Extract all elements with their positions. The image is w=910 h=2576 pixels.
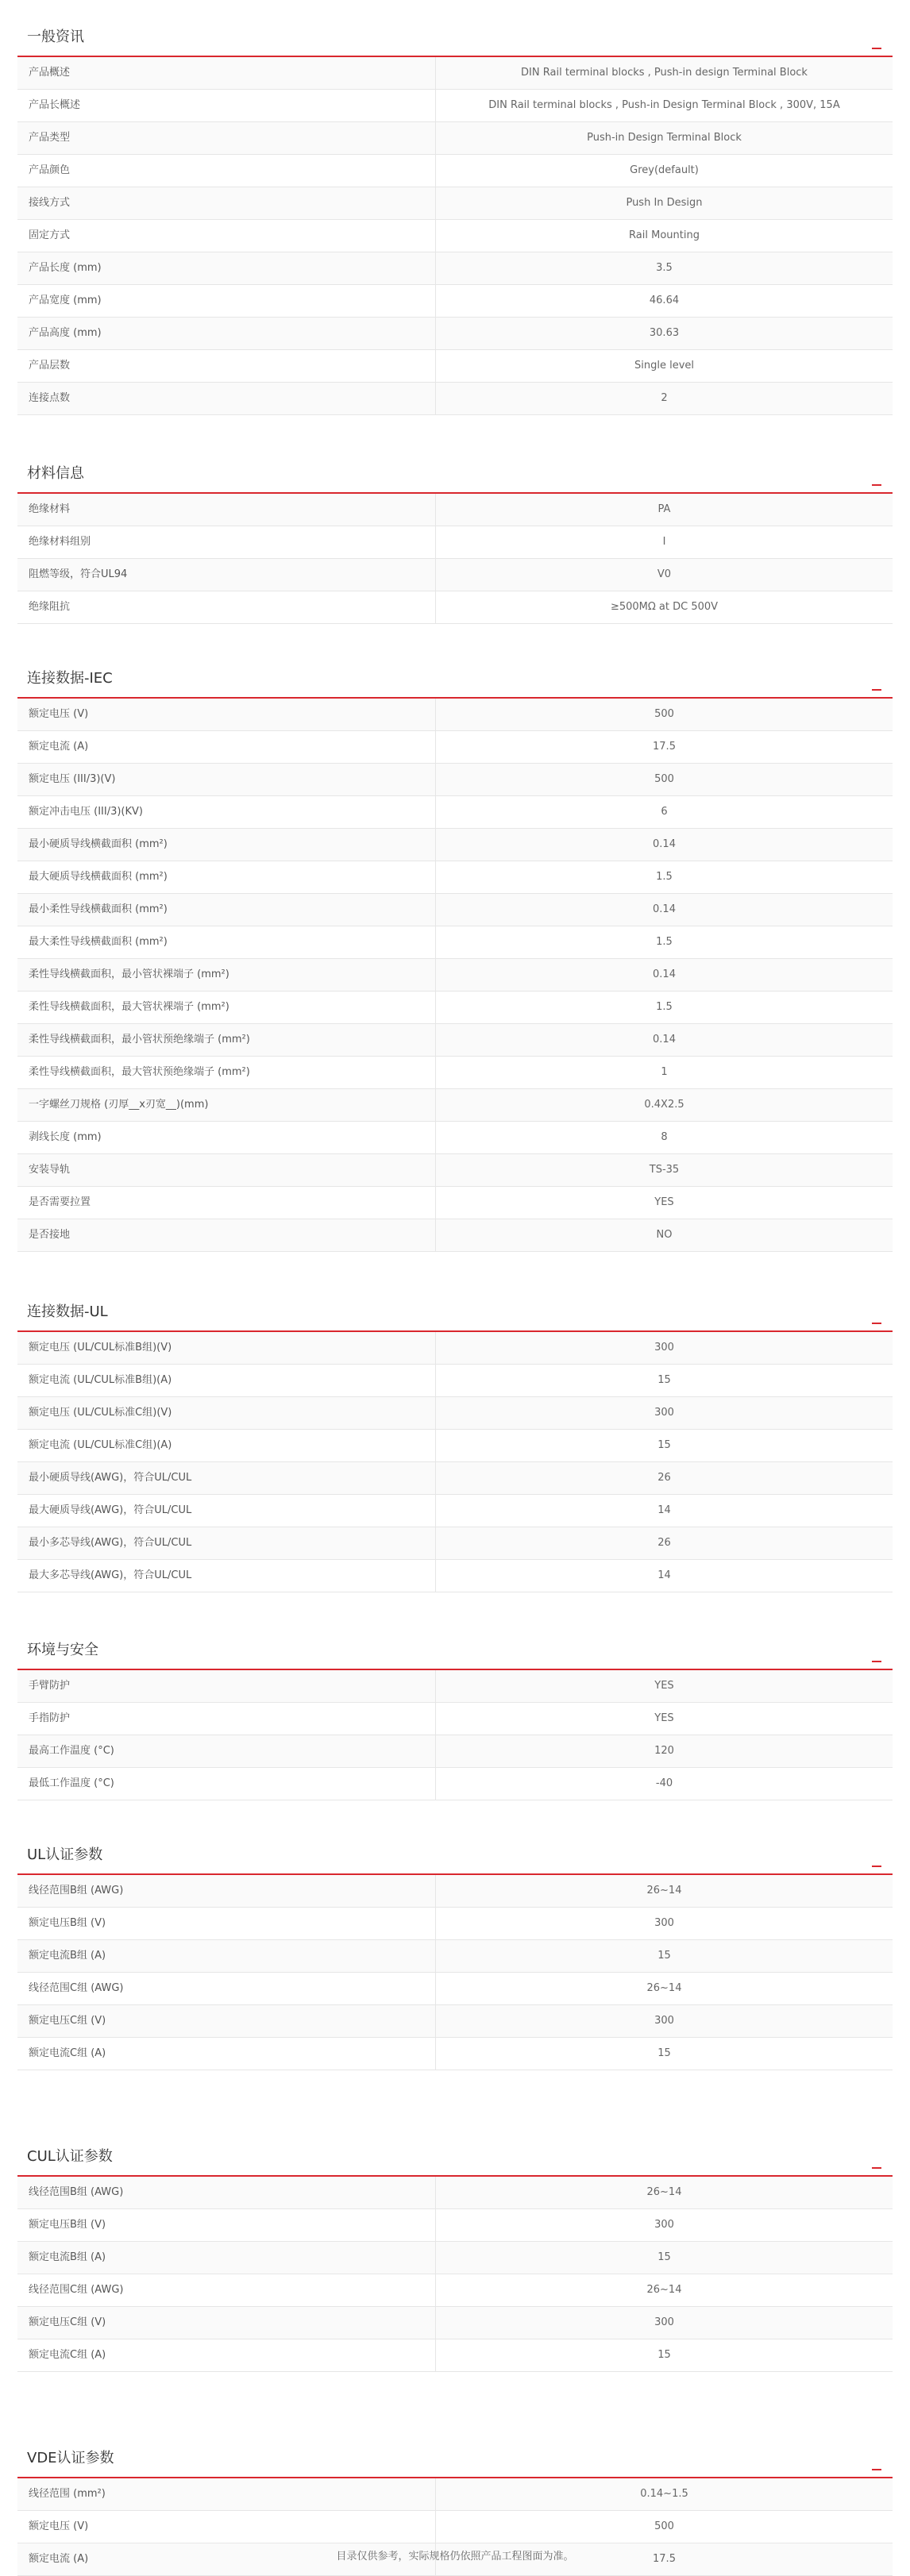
- minus-icon: [872, 689, 881, 691]
- spec-value: 14: [657, 1504, 671, 1516]
- spec-label: 柔性导线横截面积，最小管状预绝缘端子 (mm²): [17, 1024, 436, 1056]
- spec-value: Grey(default): [630, 164, 699, 176]
- spec-label: 最小柔性导线横截面积 (mm²): [17, 894, 436, 926]
- spec-value: 120: [654, 1745, 674, 1757]
- spec-value: DIN Rail terminal blocks , Push-in Design Terminal Block , 300V, 15A: [488, 99, 840, 111]
- collapse-section-button[interactable]: [872, 2459, 881, 2470]
- table-row: [17, 1495, 893, 1527]
- spec-label: 最大硬质导线(AWG)，符合UL/CUL: [17, 1495, 436, 1527]
- spec-value: ≥500MΩ at DC 500V: [610, 601, 719, 613]
- spec-value: 500: [654, 708, 674, 720]
- spec-label: 额定电压B组 (V): [17, 2209, 436, 2241]
- minus-icon: [872, 1323, 881, 1324]
- table-row: [17, 350, 893, 383]
- table-row: [17, 2478, 893, 2511]
- table-row: [17, 959, 893, 992]
- spec-label: 额定电流B组 (A): [17, 1940, 436, 1972]
- spec-value: V0: [657, 568, 672, 580]
- spec-value: 1.5: [656, 1001, 673, 1013]
- spec-value: 15: [657, 2251, 671, 2263]
- spec-table: [17, 1875, 893, 2070]
- spec-value: YES: [654, 1680, 674, 1692]
- table-row: [17, 1430, 893, 1462]
- spec-value: 300: [654, 2219, 674, 2231]
- spec-label: 最大柔性导线横截面积 (mm²): [17, 926, 436, 958]
- spec-label: 柔性导线横截面积，最大管状预绝缘端子 (mm²): [17, 1057, 436, 1088]
- spec-label: 额定电压 (V): [17, 2511, 436, 2543]
- minus-icon: [872, 484, 881, 486]
- spec-value: Rail Mounting: [629, 229, 700, 241]
- table-row: [17, 252, 893, 285]
- section-title: VDE认证参数: [27, 2450, 114, 2466]
- minus-icon: [872, 1866, 881, 1867]
- spec-value: 300: [654, 1342, 674, 1353]
- table-row: [17, 1332, 893, 1365]
- spec-label: 一字螺丝刀规格 (刃厚__x刃宽__)(mm): [17, 1089, 436, 1121]
- spec-label: 最高工作温度 (°C): [17, 1735, 436, 1767]
- spec-label: 额定电流C组 (A): [17, 2339, 436, 2371]
- spec-label: 额定电压B组 (V): [17, 1908, 436, 1939]
- spec-value: 46.64: [649, 295, 680, 306]
- minus-icon: [872, 2167, 881, 2169]
- spec-label: 绝缘材料: [17, 494, 436, 526]
- section-title: UL认证参数: [27, 1846, 103, 1863]
- table-row: [17, 122, 893, 155]
- spec-value: YES: [654, 1712, 674, 1724]
- spec-label: 额定冲击电压 (III/3)(KV): [17, 796, 436, 828]
- spec-value: 300: [654, 2316, 674, 2328]
- section-title: 连接数据-UL: [27, 1303, 108, 1320]
- table-row: [17, 1670, 893, 1703]
- spec-label: 连接点数: [17, 383, 436, 414]
- spec-label: 线径范围B组 (AWG): [17, 2177, 436, 2208]
- spec-label: 额定电流 (UL/CUL标准C组)(A): [17, 1430, 436, 1461]
- spec-value: 0.14: [653, 838, 676, 850]
- spec-label: 是否接地: [17, 1219, 436, 1251]
- spec-label: 最小硬质导线横截面积 (mm²): [17, 829, 436, 861]
- spec-value: 26~14: [646, 1982, 682, 1994]
- spec-value: Push In Design: [626, 197, 703, 209]
- table-row: [17, 2339, 893, 2372]
- spec-label: 额定电流C组 (A): [17, 2038, 436, 2070]
- spec-label: 额定电流 (A): [17, 731, 436, 763]
- spec-value: 15: [657, 2349, 671, 2361]
- spec-section: [17, 17, 893, 415]
- spec-label: 绝缘阻抗: [17, 591, 436, 623]
- spec-value: PA: [657, 503, 671, 515]
- spec-label: 产品层数: [17, 350, 436, 382]
- table-row: [17, 992, 893, 1024]
- table-row: [17, 926, 893, 959]
- table-row: [17, 1365, 893, 1397]
- table-row: [17, 187, 893, 220]
- table-row: [17, 2209, 893, 2242]
- spec-table: [17, 2177, 893, 2372]
- spec-label: 产品长度 (mm): [17, 252, 436, 284]
- spec-value: 26~14: [646, 1885, 682, 1896]
- table-row: [17, 861, 893, 894]
- minus-icon: [872, 2469, 881, 2470]
- collapse-section-button[interactable]: [872, 680, 881, 691]
- spec-label: 额定电流B组 (A): [17, 2242, 436, 2274]
- spec-label: 最大硬质导线横截面积 (mm²): [17, 861, 436, 893]
- section-header: [17, 454, 893, 494]
- spec-value: 17.5: [653, 741, 676, 753]
- table-row: [17, 2511, 893, 2543]
- spec-section: [17, 1292, 893, 1592]
- spec-label: 手指防护: [17, 1703, 436, 1735]
- collapse-section-button[interactable]: [872, 475, 881, 486]
- collapse-section-button[interactable]: [872, 1651, 881, 1662]
- spec-value: -40: [655, 1777, 673, 1789]
- spec-label: 额定电流 (UL/CUL标准B组)(A): [17, 1365, 436, 1396]
- spec-section: [17, 2137, 893, 2372]
- collapse-section-button[interactable]: [872, 2158, 881, 2169]
- table-row: [17, 220, 893, 252]
- spec-value: 26: [657, 1472, 671, 1484]
- spec-label: 线径范围 (mm²): [17, 2478, 436, 2510]
- spec-value: Push-in Design Terminal Block: [587, 132, 742, 144]
- table-row: [17, 57, 893, 90]
- spec-label: 额定电压 (III/3)(V): [17, 764, 436, 795]
- spec-label: 柔性导线横截面积，最大管状裸端子 (mm²): [17, 992, 436, 1023]
- spec-label: 最低工作温度 (°C): [17, 1768, 436, 1800]
- table-row: [17, 1187, 893, 1219]
- table-row: [17, 829, 893, 861]
- spec-label: 安装导轨: [17, 1154, 436, 1186]
- collapse-section-button[interactable]: [872, 1313, 881, 1324]
- spec-label: 额定电压 (UL/CUL标准C组)(V): [17, 1397, 436, 1429]
- section-title: 一般资讯: [27, 29, 84, 45]
- spec-label: 阻燃等级，符合UL94: [17, 559, 436, 591]
- spec-table: [17, 699, 893, 1252]
- table-row: [17, 1089, 893, 1122]
- table-row: [17, 1768, 893, 1800]
- spec-label: 线径范围C组 (AWG): [17, 2274, 436, 2306]
- table-row: [17, 764, 893, 796]
- spec-value: NO: [656, 1229, 673, 1241]
- spec-value: 0.14: [653, 1034, 676, 1045]
- spec-section: [17, 1631, 893, 1800]
- spec-value: 300: [654, 1917, 674, 1929]
- spec-label: 接线方式: [17, 187, 436, 219]
- table-row: [17, 318, 893, 350]
- table-row: [17, 2307, 893, 2339]
- spec-section: [17, 454, 893, 624]
- spec-label: 线径范围C组 (AWG): [17, 1973, 436, 2004]
- spec-value: 15: [657, 1374, 671, 1386]
- spec-value: Single level: [634, 360, 694, 372]
- table-row: [17, 1908, 893, 1940]
- spec-label: 产品高度 (mm): [17, 318, 436, 349]
- spec-label: 额定电压 (UL/CUL标准B组)(V): [17, 1332, 436, 1364]
- table-row: [17, 2038, 893, 2070]
- table-row: [17, 1735, 893, 1768]
- minus-icon: [872, 1661, 881, 1662]
- spec-value: 0.4X2.5: [644, 1099, 684, 1111]
- section-header: [17, 1835, 893, 1875]
- spec-value: 6: [661, 806, 668, 818]
- spec-value: 1.5: [656, 936, 673, 948]
- spec-value: 500: [654, 773, 674, 785]
- spec-value: 1: [661, 1066, 668, 1078]
- spec-table: [17, 494, 893, 624]
- spec-value: TS-35: [649, 1164, 680, 1176]
- table-row: [17, 1703, 893, 1735]
- section-title: CUL认证参数: [27, 2148, 113, 2165]
- table-row: [17, 1940, 893, 1973]
- section-title: 环境与安全: [27, 1642, 98, 1658]
- table-row: [17, 1875, 893, 1908]
- spec-value: 0.14: [653, 968, 676, 980]
- table-row: [17, 1154, 893, 1187]
- spec-label: 最小硬质导线(AWG)，符合UL/CUL: [17, 1462, 436, 1494]
- spec-section: [17, 659, 893, 1252]
- spec-value: DIN Rail terminal blocks , Push-in design Terminal Block: [521, 67, 808, 79]
- table-row: [17, 383, 893, 415]
- section-header: [17, 659, 893, 699]
- spec-value: 26: [657, 1537, 671, 1549]
- collapse-section-button[interactable]: [872, 1856, 881, 1867]
- spec-label: 产品宽度 (mm): [17, 285, 436, 317]
- spec-value: 1.5: [656, 871, 673, 883]
- table-row: [17, 1057, 893, 1089]
- spec-value: 0.14: [653, 903, 676, 915]
- spec-label: 是否需要拉置: [17, 1187, 436, 1219]
- table-row: [17, 796, 893, 829]
- table-row: [17, 2177, 893, 2209]
- spec-label: 额定电流 (A): [17, 2543, 436, 2575]
- section-header: [17, 2439, 893, 2478]
- spec-label: 固定方式: [17, 220, 436, 252]
- spec-label: 产品颜色: [17, 155, 436, 187]
- table-row: [17, 591, 893, 624]
- spec-table: [17, 57, 893, 415]
- spec-label: 最大多芯导线(AWG)，符合UL/CUL: [17, 1560, 436, 1592]
- spec-value: 300: [654, 1407, 674, 1419]
- section-header: [17, 17, 893, 57]
- spec-label: 线径范围B组 (AWG): [17, 1875, 436, 1907]
- spec-label: 额定电压 (V): [17, 699, 436, 730]
- footer-note: 目录仅供参考，实际规格仍依照产品工程图面为准。: [336, 2551, 574, 2563]
- table-row: [17, 699, 893, 731]
- table-row: [17, 285, 893, 318]
- spec-table: [17, 1332, 893, 1592]
- spec-value: 15: [657, 1439, 671, 1451]
- table-row: [17, 90, 893, 122]
- spec-value: 17.5: [653, 2553, 676, 2565]
- section-header: [17, 1292, 893, 1332]
- spec-value: 30.63: [649, 327, 680, 339]
- section-header: [17, 1631, 893, 1670]
- table-row: [17, 1122, 893, 1154]
- table-row: [17, 1527, 893, 1560]
- spec-label: 绝缘材料组别: [17, 526, 436, 558]
- spec-label: 柔性导线横截面积，最小管状裸端子 (mm²): [17, 959, 436, 991]
- table-row: [17, 1560, 893, 1592]
- table-row: [17, 559, 893, 591]
- spec-value: 26~14: [646, 2284, 682, 2296]
- spec-label: 产品类型: [17, 122, 436, 154]
- table-row: [17, 526, 893, 559]
- spec-value: 15: [657, 2047, 671, 2059]
- spec-value: 8: [661, 1131, 668, 1143]
- spec-value: 15: [657, 1950, 671, 1962]
- table-row: [17, 155, 893, 187]
- spec-label: 产品长概述: [17, 90, 436, 121]
- spec-value: 2: [661, 392, 668, 404]
- table-row: [17, 894, 893, 926]
- table-row: [17, 2242, 893, 2274]
- spec-value: 14: [657, 1569, 671, 1581]
- table-row: [17, 1024, 893, 1057]
- spec-label: 额定电压C组 (V): [17, 2307, 436, 2339]
- spec-label: 剥线长度 (mm): [17, 1122, 436, 1153]
- spec-value: YES: [654, 1196, 674, 1208]
- minus-icon: [872, 48, 881, 49]
- table-row: [17, 494, 893, 526]
- spec-value: 3.5: [656, 262, 673, 274]
- spec-label: 手臂防护: [17, 1670, 436, 1702]
- table-row: [17, 1462, 893, 1495]
- spec-label: 产品概述: [17, 57, 436, 89]
- table-row: [17, 1973, 893, 2005]
- table-row: [17, 1397, 893, 1430]
- spec-label: 最小多芯导线(AWG)，符合UL/CUL: [17, 1527, 436, 1559]
- table-row: [17, 2005, 893, 2038]
- table-row: [17, 1219, 893, 1252]
- section-title: 连接数据-IEC: [27, 670, 113, 687]
- section-header: [17, 2137, 893, 2177]
- collapse-section-button[interactable]: [872, 38, 881, 49]
- spec-value: 0.14~1.5: [640, 2488, 688, 2500]
- spec-value: 300: [654, 2015, 674, 2027]
- spec-label: 额定电压C组 (V): [17, 2005, 436, 2037]
- table-row: [17, 2274, 893, 2307]
- section-title: 材料信息: [27, 465, 84, 482]
- spec-section: [17, 1835, 893, 2070]
- spec-value: 500: [654, 2520, 674, 2532]
- spec-table: [17, 1670, 893, 1800]
- spec-value: I: [662, 536, 666, 548]
- spec-value: 26~14: [646, 2186, 682, 2198]
- table-row: [17, 731, 893, 764]
